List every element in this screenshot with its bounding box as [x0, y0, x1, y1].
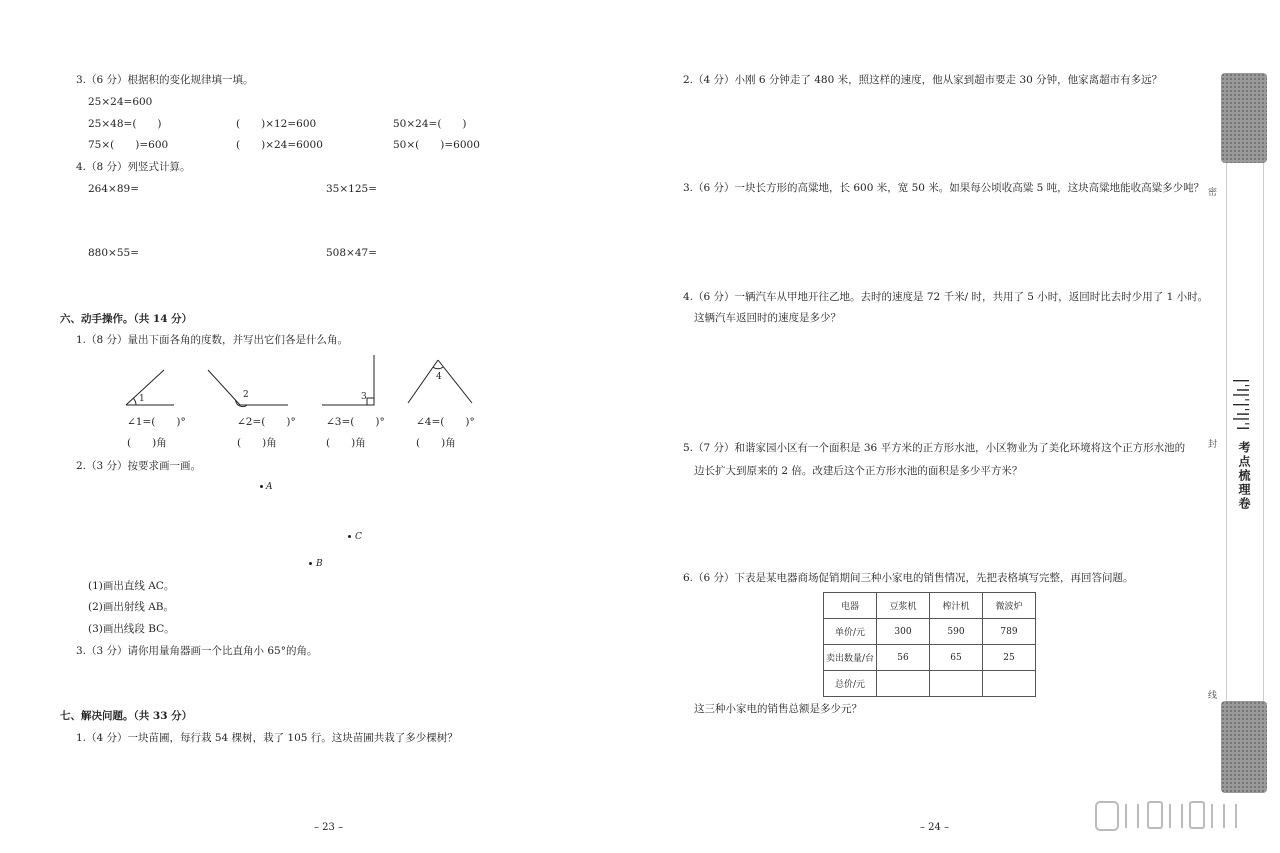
angle-type-label: ( )角: [326, 437, 366, 449]
fill-blank: 25×48=( ): [88, 118, 162, 130]
table-cell: 789: [983, 619, 1036, 645]
table-row: [824, 619, 1036, 645]
banner-title: 考点梳理卷: [1237, 441, 1251, 511]
page-number-left: – 23 –: [314, 822, 344, 833]
given-equation: 25×24=600: [88, 96, 153, 108]
banner-center: [1226, 163, 1264, 701]
angle-measure-label: ∠1=( )°: [127, 416, 186, 428]
table-cell-blank[interactable]: [930, 671, 983, 697]
table-header: 榨汁机: [930, 593, 983, 619]
r-question-2: 2.（4 分）小刚 6 分钟走了 480 米，照这样的速度，他从家到超市要走 30 分钟，他家离超市有多远？: [683, 74, 1163, 86]
fill-blank: 50×( )=6000: [393, 139, 480, 151]
margin-mark-seal: 封: [1208, 440, 1218, 450]
table-cell: 300: [877, 619, 930, 645]
calc-item: 880×55=: [88, 247, 139, 259]
side-banner: [1221, 73, 1267, 793]
table-row: [824, 671, 1036, 697]
point-a-label: A: [266, 482, 273, 492]
banner-pattern-top: [1221, 73, 1267, 163]
calc-item: 35×125=: [326, 183, 377, 195]
draw-task: (2)画出射线 AB。: [88, 601, 175, 613]
calc-item: 508×47=: [326, 247, 377, 259]
draw-task: (3)画出线段 BC。: [88, 623, 175, 635]
point-c-label: C: [355, 532, 362, 542]
page-number-right: – 24 –: [920, 822, 950, 833]
r-question-6-ask: 这三种小家电的销售总额是多少元？: [694, 703, 862, 715]
point-b-label: B: [316, 559, 323, 569]
point-a-dot: [260, 485, 263, 488]
angle-2: [208, 370, 288, 407]
table-cell: 590: [930, 619, 983, 645]
r-question-5: 5.（7 分）和谐家园小区有一个面积是 36 平方米的正方形水池，小区物业为了美化环境将这个正方形水池的: [683, 442, 1186, 454]
section-6-heading: 六、动手操作。（共 14 分）: [60, 313, 193, 325]
s6-question-1: 1.（8 分）量出下面各角的度数，并写出它们各是什么角。: [76, 334, 349, 346]
angle-measure-label: ∠2=( )°: [237, 416, 296, 428]
table-row: [824, 645, 1036, 671]
margin-mark-line: 线: [1208, 691, 1218, 701]
banner-pattern-bottom: [1221, 701, 1267, 793]
angle-number: 3: [361, 392, 367, 402]
draw-task: (1)画出直线 AC。: [88, 580, 175, 592]
s7-question-1: 1.（4 分）一块苗圃，每行栽 54 棵树，栽了 105 行。这块苗圃共栽了多少棵树？: [76, 732, 458, 744]
question-3-title: 3.（6 分）根据积的变化规律填一填。: [76, 74, 254, 86]
r-question-3: 3.（6 分）一块长方形的高粱地，长 600 米，宽 50 米。如果每公顷收高粱 5 吨，这块高粱地能收高粱多少吨？: [683, 182, 1205, 194]
fill-blank: ( )×12=600: [236, 118, 317, 130]
r-question-4-cont: 这辆汽车返回时的速度是多少？: [694, 312, 841, 324]
table-header: 电器: [824, 593, 877, 619]
table-cell: 65: [930, 645, 983, 671]
angle-1: [126, 370, 174, 405]
banner-logo-mark: |ˈl|ˈ|ˈl|ˈl: [1233, 378, 1252, 431]
r-question-6: 6.（6 分）下表是某电器商场促销期间三种小家电的销售情况，先把表格填写完整，再回答问题。: [683, 572, 1134, 584]
r-question-5-cont: 边长扩大到原来的 2 倍。改建后这个正方形水池的面积是多少平方米？: [694, 465, 1023, 477]
table-cell-blank[interactable]: [983, 671, 1036, 697]
s6-question-3: 3.（3 分）请你用量角器画一个比直角小 65°的角。: [76, 645, 318, 657]
angle-number: 4: [436, 372, 442, 382]
angle-number: 2: [243, 390, 249, 400]
fill-blank: ( )×24=6000: [236, 139, 323, 151]
section-7-heading: 七、解决问题。（共 33 分）: [60, 710, 193, 722]
fill-blank: 50×24=( ): [393, 118, 467, 130]
r-question-4: 4.（6 分）一辆汽车从甲地开往乙地。去时的速度是 72 千米/ 时，共用了 5 小时，返回时比去时少用了 1 小时。: [683, 291, 1209, 303]
table-cell: 总价/元: [824, 671, 877, 697]
calc-item: 264×89=: [88, 183, 139, 195]
sales-table: [823, 592, 1036, 697]
angle-type-label: ( )角: [416, 437, 456, 449]
s6-question-2: 2.（3 分）按要求画一画。: [76, 460, 202, 472]
angle-measure-label: ∠4=( )°: [416, 416, 475, 428]
angle-type-label: ( )角: [237, 437, 277, 449]
table-cell-blank[interactable]: [877, 671, 930, 697]
question-4-title: 4.（8 分）列竖式计算。: [76, 161, 191, 173]
table-cell: 56: [877, 645, 930, 671]
table-cell: 卖出数量/台: [824, 645, 877, 671]
angle-type-label: ( )角: [127, 437, 167, 449]
watermark-logo: [1090, 798, 1255, 836]
table-header: 微波炉: [983, 593, 1036, 619]
angle-number: 1: [139, 394, 145, 404]
margin-mark-seal: 密: [1208, 188, 1218, 198]
point-c-dot: [348, 535, 351, 538]
point-b-dot: [309, 562, 312, 565]
angle-figures: [120, 355, 490, 410]
table-cell: 25: [983, 645, 1036, 671]
angle-measure-label: ∠3=( )°: [326, 416, 385, 428]
table-header: 豆浆机: [877, 593, 930, 619]
fill-blank: 75×( )=600: [88, 139, 169, 151]
table-header-row: [824, 593, 1036, 619]
table-cell: 单价/元: [824, 619, 877, 645]
